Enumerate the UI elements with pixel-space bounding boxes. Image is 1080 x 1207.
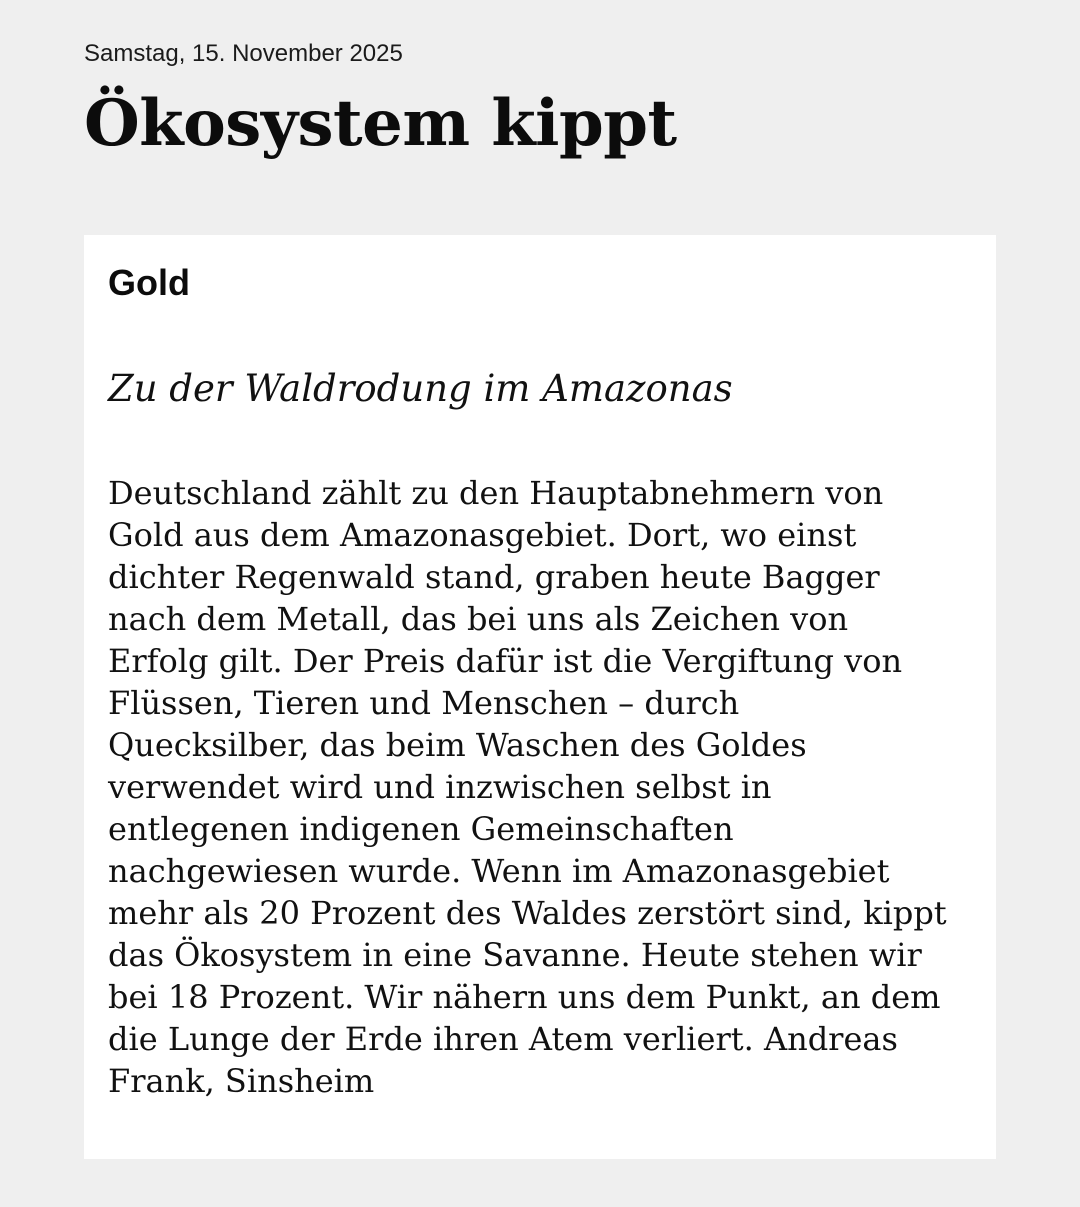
article-date: Samstag, 15. November 2025 [84, 40, 403, 67]
article-title: Ökosystem kippt [84, 86, 677, 161]
article-header [84, 36, 996, 164]
letter-card [84, 235, 996, 1159]
letter-subtitle: Zu der Waldrodung im Amazonas [108, 367, 733, 410]
letter-topic-label: Gold [108, 262, 190, 303]
letter-body-text: Deutschland zählt zu den Hauptabnehmern von Gold aus dem Amazonasgebiet. Dort, wo einst dichter Regenwald stand, graben heute Bagger nach dem Metall, das bei uns als Zeichen von Erfolg gilt. Der Preis dafür ist die Vergiftung von Flüssen, Tieren und Menschen – durch Quecksilber, das beim Waschen des Goldes verwendet wird und inzwischen selbst in entlegenen indigenen Gemeinschaften nachgewiesen wurde. Wenn im Amazonasgebiet mehr als 20 Prozent des Waldes zerstört sind, kippt das Ökosystem in eine Savanne. Heute stehen wir bei 18 Prozent. Wir nähern uns dem Punkt, an dem die Lunge der Erde ihren Atem verliert. Andreas Frank, Sinsheim [108, 474, 947, 1100]
